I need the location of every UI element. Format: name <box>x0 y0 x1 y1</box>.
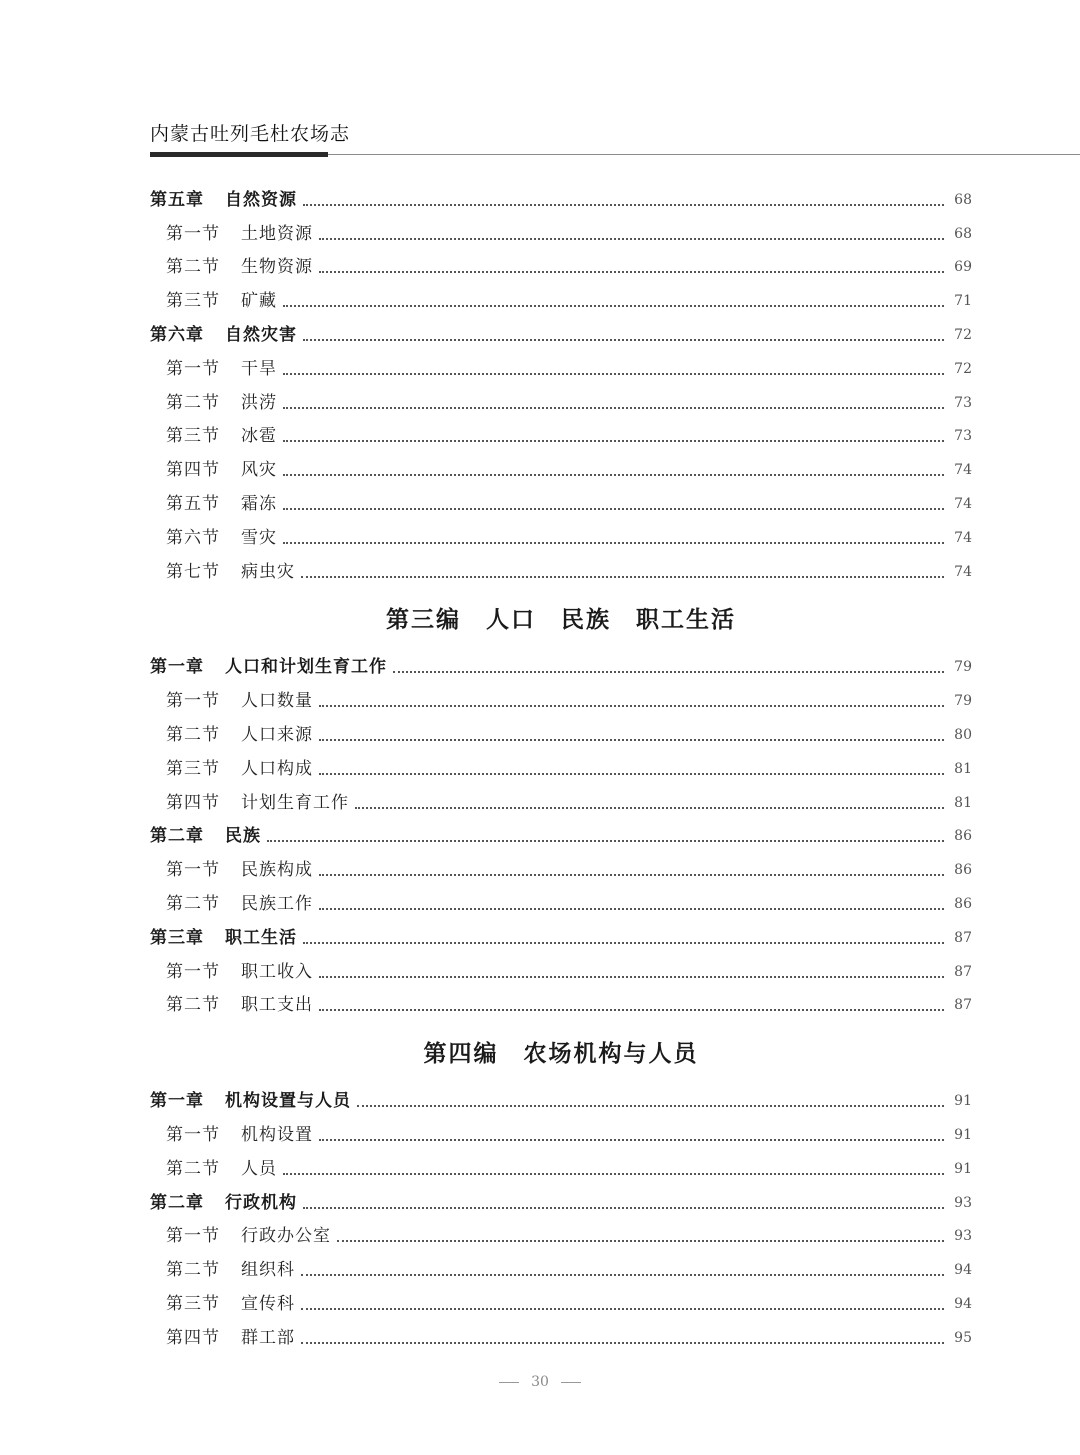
toc-section-entry[interactable] <box>150 380 972 414</box>
page-ref: 81 <box>954 760 972 777</box>
dot-leader <box>283 373 944 375</box>
header-divider-accent <box>150 152 328 157</box>
dot-leader <box>301 1308 944 1310</box>
toc-chapter-entry[interactable] <box>150 312 972 346</box>
dot-leader <box>283 1173 944 1175</box>
section-title: 计划生育工作 <box>241 792 349 813</box>
toc-section-entry[interactable] <box>150 346 972 380</box>
section-number: 第二节 <box>166 257 220 278</box>
page-ref: 93 <box>954 1228 972 1245</box>
toc-chapter-entry[interactable] <box>150 915 972 949</box>
section-title: 雪灾 <box>241 527 277 548</box>
toc-section-entry[interactable] <box>150 983 972 1017</box>
page-ref: 72 <box>954 360 972 377</box>
page-ref: 94 <box>954 1262 972 1279</box>
page-ref: 68 <box>954 191 972 208</box>
section-title: 风灾 <box>241 460 277 481</box>
section-number: 第三节 <box>166 758 220 779</box>
toc-section-entry[interactable] <box>150 278 972 312</box>
section-number: 第七节 <box>166 561 220 582</box>
footer-dash-left <box>499 1382 519 1383</box>
section-number: 第五节 <box>166 493 220 514</box>
table-of-contents <box>150 177 972 1349</box>
chapter-number: 第五章 <box>150 189 204 210</box>
page-ref: 69 <box>954 259 972 276</box>
section-title: 职工支出 <box>241 995 313 1016</box>
page-ref: 91 <box>954 1126 972 1143</box>
dot-leader <box>283 407 944 409</box>
dot-leader <box>303 339 944 341</box>
page-ref: 93 <box>954 1194 972 1211</box>
page-ref: 80 <box>954 726 972 743</box>
section-number: 第四节 <box>166 1327 220 1348</box>
page-ref: 86 <box>954 862 972 879</box>
dot-leader <box>357 1105 944 1107</box>
page-ref: 74 <box>954 495 972 512</box>
section-number: 第二节 <box>166 995 220 1016</box>
page-ref: 79 <box>954 659 972 676</box>
page-ref: 73 <box>954 394 972 411</box>
chapter-title: 机构设置与人员 <box>225 1091 351 1112</box>
toc-chapter-entry[interactable] <box>150 1078 972 1112</box>
toc-section-entry[interactable] <box>150 1247 972 1281</box>
section-title: 职工收入 <box>241 961 313 982</box>
dot-leader <box>301 1274 944 1276</box>
toc-section-entry[interactable] <box>150 447 972 481</box>
chapter-title: 职工生活 <box>225 927 297 948</box>
section-title: 洪涝 <box>241 392 277 413</box>
toc-section-entry[interactable] <box>150 481 972 515</box>
toc-section-entry[interactable] <box>150 1214 972 1248</box>
section-title: 民族工作 <box>241 893 313 914</box>
page-ref: 74 <box>954 563 972 580</box>
section-number: 第一节 <box>166 1226 220 1247</box>
dot-leader <box>319 908 944 910</box>
page-footer <box>0 1374 1080 1390</box>
chapter-title: 自然资源 <box>225 189 297 210</box>
dot-leader <box>267 840 944 842</box>
page-ref: 87 <box>954 963 972 980</box>
section-title: 行政办公室 <box>241 1226 331 1247</box>
dot-leader <box>319 1139 944 1141</box>
toc-section-entry[interactable] <box>150 1281 972 1315</box>
page-ref: 74 <box>954 462 972 479</box>
toc-section-entry[interactable] <box>150 949 972 983</box>
dot-leader <box>319 773 944 775</box>
section-number: 第一节 <box>166 1124 220 1145</box>
page-ref: 81 <box>954 794 972 811</box>
dot-leader <box>319 1009 944 1011</box>
dot-leader <box>319 739 944 741</box>
dot-leader <box>283 542 944 544</box>
section-number: 第三节 <box>166 426 220 447</box>
part-heading: 第四编 农场机构与人员 <box>423 1039 699 1067</box>
dot-leader <box>301 1342 944 1344</box>
chapter-number: 第二章 <box>150 1192 204 1213</box>
dot-leader <box>303 1207 944 1209</box>
section-number: 第二节 <box>166 1260 220 1281</box>
dot-leader <box>319 238 944 240</box>
toc-section-entry[interactable] <box>150 881 972 915</box>
dot-leader <box>283 474 944 476</box>
section-number: 第四节 <box>166 460 220 481</box>
chapter-title: 自然灾害 <box>225 324 297 345</box>
chapter-title: 行政机构 <box>225 1192 297 1213</box>
page-ref: 94 <box>954 1295 972 1312</box>
section-title: 群工部 <box>241 1327 295 1348</box>
page-ref: 68 <box>954 225 972 242</box>
dot-leader <box>355 807 944 809</box>
footer-dash-right <box>561 1382 581 1383</box>
section-number: 第一节 <box>166 223 220 244</box>
section-number: 第六节 <box>166 527 220 548</box>
section-number: 第一节 <box>166 860 220 881</box>
toc-section-entry[interactable] <box>150 515 972 549</box>
toc-section-entry[interactable] <box>150 414 972 448</box>
section-number: 第二节 <box>166 1158 220 1179</box>
toc-section-entry[interactable] <box>150 847 972 881</box>
toc-chapter-entry[interactable] <box>150 645 972 679</box>
toc-section-entry[interactable] <box>150 780 972 814</box>
toc-section-entry[interactable] <box>150 211 972 245</box>
section-title: 病虫灾 <box>241 561 295 582</box>
section-number: 第一节 <box>166 358 220 379</box>
part-heading: 第三编 人口 民族 职工生活 <box>386 606 736 634</box>
section-title: 民族构成 <box>241 860 313 881</box>
chapter-number: 第一章 <box>150 1091 204 1112</box>
toc-chapter-entry[interactable] <box>150 814 972 848</box>
dot-leader <box>301 576 944 578</box>
section-title: 干旱 <box>241 358 277 379</box>
dot-leader <box>319 976 944 978</box>
page-ref: 86 <box>954 895 972 912</box>
toc-section-entry[interactable] <box>150 678 972 712</box>
toc-chapter-entry[interactable] <box>150 177 972 211</box>
chapter-title: 民族 <box>225 826 261 847</box>
page-ref: 87 <box>954 997 972 1014</box>
dot-leader <box>393 671 944 673</box>
section-title: 机构设置 <box>241 1124 313 1145</box>
section-number: 第一节 <box>166 961 220 982</box>
dot-leader <box>283 508 944 510</box>
page-ref: 72 <box>954 326 972 343</box>
section-number: 第二节 <box>166 392 220 413</box>
page-ref: 74 <box>954 529 972 546</box>
section-number: 第三节 <box>166 291 220 312</box>
section-title: 人口来源 <box>241 724 313 745</box>
page-ref: 91 <box>954 1093 972 1110</box>
toc-section-entry[interactable] <box>150 1146 972 1180</box>
section-title: 人员 <box>241 1158 277 1179</box>
dot-leader <box>319 874 944 876</box>
toc-chapter-entry[interactable] <box>150 1180 972 1214</box>
section-number: 第二节 <box>166 893 220 914</box>
book-title: 内蒙古吐列毛杜农场志 <box>150 123 351 145</box>
toc-section-entry[interactable] <box>150 712 972 746</box>
section-title: 宣传科 <box>241 1293 295 1314</box>
section-number: 第四节 <box>166 792 220 813</box>
page-ref: 79 <box>954 693 972 710</box>
chapter-number: 第二章 <box>150 826 204 847</box>
dot-leader <box>303 942 944 944</box>
section-title: 人口数量 <box>241 691 313 712</box>
section-number: 第三节 <box>166 1293 220 1314</box>
page-number: 30 <box>531 1374 549 1390</box>
section-title: 生物资源 <box>241 257 313 278</box>
chapter-number: 第一章 <box>150 657 204 678</box>
chapter-number: 第六章 <box>150 324 204 345</box>
section-title: 冰雹 <box>241 426 277 447</box>
page-ref: 91 <box>954 1160 972 1177</box>
dot-leader <box>319 271 944 273</box>
toc-section-entry[interactable] <box>150 245 972 279</box>
dot-leader <box>337 1240 944 1242</box>
chapter-number: 第三章 <box>150 927 204 948</box>
section-number: 第一节 <box>166 691 220 712</box>
chapter-title: 人口和计划生育工作 <box>225 657 387 678</box>
page-ref: 87 <box>954 929 972 946</box>
toc-section-entry[interactable] <box>150 1315 972 1349</box>
section-title: 矿藏 <box>241 291 277 312</box>
dot-leader <box>283 305 944 307</box>
toc-section-entry[interactable] <box>150 1112 972 1146</box>
page-ref: 73 <box>954 428 972 445</box>
section-title: 土地资源 <box>241 223 313 244</box>
page-ref: 71 <box>954 293 972 310</box>
dot-leader <box>283 440 944 442</box>
page-ref: 86 <box>954 828 972 845</box>
toc-section-entry[interactable] <box>150 549 972 583</box>
section-title: 组织科 <box>241 1260 295 1281</box>
section-number: 第二节 <box>166 724 220 745</box>
toc-section-entry[interactable] <box>150 746 972 780</box>
dot-leader <box>319 705 944 707</box>
section-title: 人口构成 <box>241 758 313 779</box>
page-ref: 95 <box>954 1329 972 1346</box>
section-title: 霜冻 <box>241 493 277 514</box>
dot-leader <box>303 204 944 206</box>
